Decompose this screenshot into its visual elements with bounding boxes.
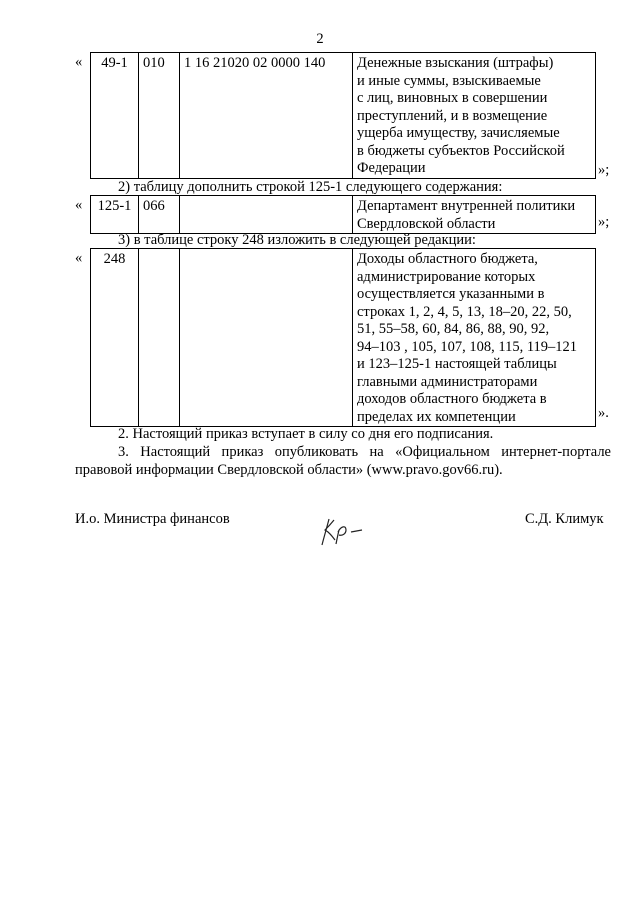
- row-number-cell: 248: [91, 249, 139, 427]
- row-number-cell: 125-1: [91, 196, 139, 234]
- description-line: доходов областного бюджета в: [357, 391, 547, 407]
- description-line: пределах их компетенции: [357, 408, 516, 425]
- description-line: Департамент внутренней политики: [357, 198, 576, 214]
- item-2-text: 2) таблицу дополнить строкой 125-1 следующего содержания:: [118, 179, 503, 195]
- description-line: преступлений, и в возмещение: [357, 107, 548, 124]
- description-line: главными администраторами: [357, 373, 538, 390]
- description-line: осуществляется указанными в: [357, 286, 545, 302]
- open-quote: «: [75, 197, 83, 213]
- description-line: строках 1, 2, 4, 5, 13, 18–20, 22, 50,: [357, 303, 572, 320]
- close-quote: »;: [598, 162, 610, 178]
- open-quote: «: [75, 54, 83, 70]
- table-row-49-1: [90, 52, 596, 179]
- close-quote: ».: [598, 405, 609, 421]
- item-3-text: 3) в таблице строку 248 изложить в следующей редакции:: [118, 232, 476, 248]
- description-line: и иные суммы, взыскиваемые: [357, 72, 541, 89]
- description-cell: [353, 249, 596, 427]
- table-row-248: [90, 248, 596, 427]
- kbk-cell: 1 16 21020 02 0000 140: [180, 53, 353, 179]
- table-row-125-1: [90, 195, 596, 234]
- description-cell: [353, 196, 596, 234]
- admin-code-cell: [139, 249, 180, 427]
- open-quote: «: [75, 250, 83, 266]
- row-number-cell: 49-1: [91, 53, 139, 179]
- description-line: Доходы областного бюджета,: [357, 251, 538, 267]
- admin-code-cell: 066: [139, 196, 180, 234]
- description-line: ущерба имуществу, зачисляемые: [357, 125, 560, 141]
- paragraph-3-line-2: правовой информации Свердловской области» (www.pravo.gov66.ru).: [75, 462, 503, 478]
- description-cell: [353, 53, 596, 179]
- kbk-cell: [180, 249, 353, 427]
- description-line: 94–103 , 105, 107, 108, 115, 119–121: [357, 338, 578, 355]
- handwritten-signature: [318, 513, 372, 547]
- description-line: с лиц, виновных в совершении: [357, 90, 548, 106]
- page-number: 2: [316, 31, 324, 47]
- description-line: в бюджеты субъектов Российской: [357, 142, 565, 159]
- signer-title: И.о. Министра финансов: [75, 511, 230, 527]
- description-line: Федерации: [357, 160, 426, 176]
- description-line: администрирование которых: [357, 268, 536, 285]
- paragraph-2: 2. Настоящий приказ вступает в силу со дня его подписания.: [118, 426, 494, 442]
- paragraph-3-line-1: 3. Настоящий приказ опубликовать на «Официальном интернет-портале: [118, 444, 611, 460]
- close-quote: »;: [598, 214, 610, 230]
- description-line: и 123–125-1 настоящей таблицы: [357, 356, 557, 372]
- description-line: Свердловской области: [357, 215, 496, 232]
- kbk-cell: [180, 196, 353, 234]
- description-line: Денежные взыскания (штрафы): [357, 55, 554, 71]
- description-line: 51, 55–58, 60, 84, 86, 88, 90, 92,: [357, 321, 550, 337]
- admin-code-cell: 010: [139, 53, 180, 179]
- signer-name: С.Д. Климук: [525, 511, 604, 527]
